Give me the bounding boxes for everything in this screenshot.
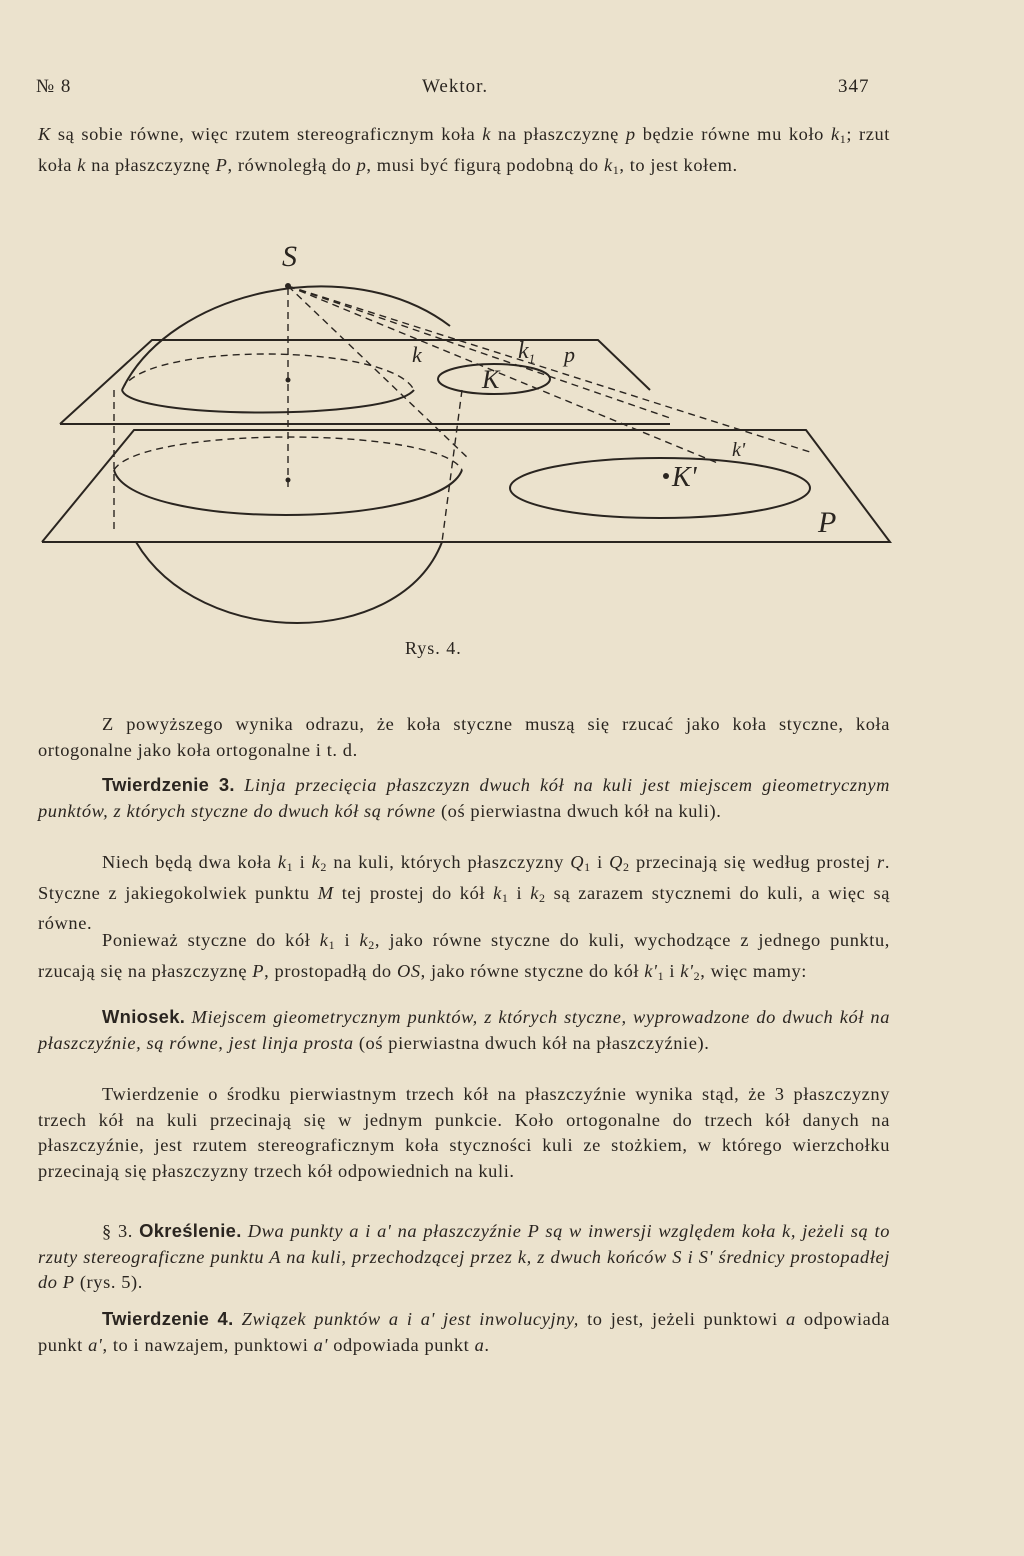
point-Kprime: [663, 473, 669, 479]
circle-proj-front: [114, 470, 462, 515]
label-Kprime: K': [672, 462, 697, 493]
circle-k1-back: [122, 354, 414, 390]
figure-stereographic-projection: [30, 230, 910, 640]
section-3-definition: § 3. Określenie. Dwa punkty a i a' na płaszczyźnie P są w inwersji względem koła k, jeżeli są to rzuty stereograficzne punktu A na kuli, przechodzącej przez k, z dwuch końców S i S' średnicy prostopadłej do P (rys. 5).: [38, 1220, 890, 1293]
point-center-P: [286, 478, 291, 483]
proj-line-4: [288, 286, 720, 464]
theorem-4-title: Twierdzenie 4.: [102, 1308, 234, 1329]
intro-paragraph: K są sobie równe, więc rzutem stereograficznym koła k na płaszczyznę p będzie równe mu koło $k_1$; rzut koła k na płaszczyznę P, równoległą do p, musi być figurą podobną do $k_1$, to jest kołem.: [38, 124, 890, 177]
circle-Kprime: [510, 458, 810, 518]
corollary: Wniosek. Miejscem gieometrycznym punktów, z których styczne, wyprowadzone do dwuch kół na płaszczyźnie, są równe, jest linja prosta (oś pierwiastna dwuch kół na płaszczyźnie).: [38, 1006, 890, 1053]
circle-proj-back: [114, 437, 462, 470]
page-number: 347: [838, 76, 870, 97]
sphere-lower-arc: [136, 542, 442, 623]
label-k1: $k_1$: [518, 338, 536, 366]
theorem-3: Twierdzenie 3. Linja przecięcia płaszczyzn dwuch kół na kuli jest miejscem gieometrycznym punktów, z których styczne do dwuch kół są równe (oś pierwiastna dwuch kół na kuli).: [38, 774, 891, 821]
figure-caption: Rys. 4.: [405, 638, 462, 658]
point-center-p: [286, 378, 291, 383]
proj-line-6: [442, 390, 462, 542]
point-S: [285, 283, 291, 289]
proj-line-1: [288, 286, 670, 418]
paragraph-two-circles: Niech będą dwa koła $k_1$ i $k_2$ na kuli, których płaszczyzny $Q_1$ i $Q_2$ przecinają się według prostej r. Styczne z jakiegokolwiek punktu M tej prostej do kół $k_1$ i $k_2$ są zarazem stycznemi do kuli, a więc są równe.: [38, 852, 891, 934]
label-p: p: [564, 342, 575, 367]
running-title: Wektor.: [422, 76, 489, 97]
definition-title: Określenie.: [139, 1220, 242, 1241]
label-k: k: [412, 342, 422, 367]
circle-k1-front: [122, 390, 414, 413]
proj-line-2: [288, 286, 810, 452]
label-kprime: k': [732, 439, 746, 461]
journal-number: № 8: [36, 76, 72, 97]
theorem-3-title: Twierdzenie 3.: [102, 774, 235, 795]
label-K: K: [482, 365, 500, 394]
label-P: P: [818, 506, 837, 539]
sphere-upper-arc: [122, 286, 450, 390]
paragraph-tangents-projection: Ponieważ styczne do kół $k_1$ i $k_2$, jako równe styczne do kuli, wychodzące z jednego punktu, rzucają się na płaszczyznę P, prostopadłą do OS, jako równe styczne do kół $k'_1$ i $k'_2$, więc mamy:: [38, 930, 891, 983]
paragraph-tangent-circles: Z powyższego wynika odrazu, że koła styczne muszą się rzucać jako koła styczne, koła ortogonalne jako koła ortogonalne i t. d.: [38, 714, 890, 760]
paragraph-radical-center: Twierdzenie o środku pierwiastnym trzech kół na płaszczyźnie wynika stąd, że 3 płaszczyzny trzech kół na kuli przecinają się w jednym punkcie. Koło ortogonalne do trzech kół danych na płaszczyźnie, jest rzutem stereograficznym koła styczności kuli ze stożkiem, w którego wierzchołku przecinają się płaszczyzny trzech kół odpowiednich na kuli.: [38, 1084, 890, 1181]
theorem-4: Twierdzenie 4. Związek punktów a i a' jest inwolucyjny, to jest, jeżeli punktowi a odpowiada punkt a', to i nawzajem, punktowi a' odpowiada punkt a.: [38, 1308, 891, 1355]
corollary-title: Wniosek.: [102, 1006, 186, 1027]
label-S: S: [282, 240, 297, 273]
